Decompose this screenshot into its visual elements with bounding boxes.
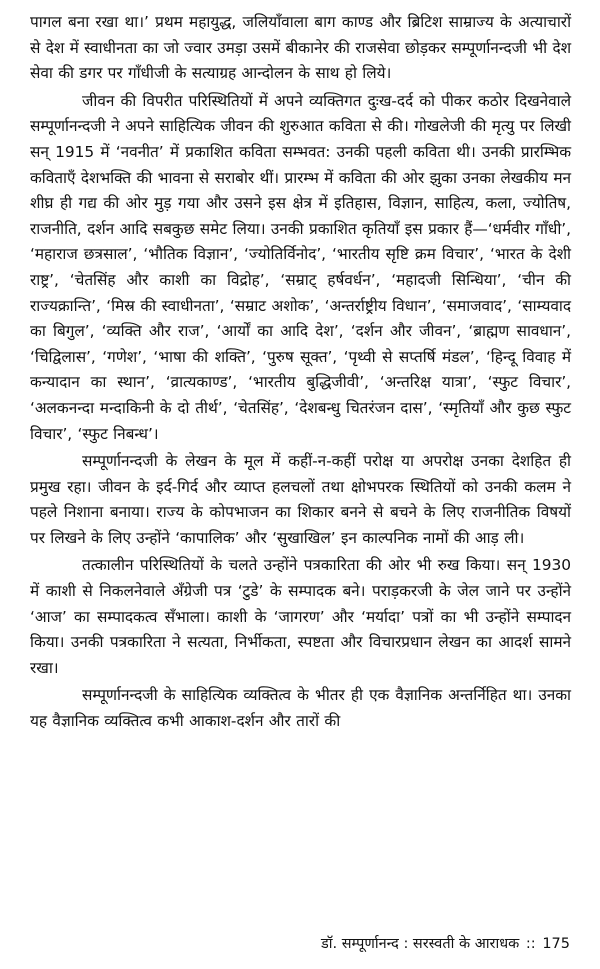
paragraph-scientist: सम्पूर्णानन्दजी के साहित्यिक व्यक्तित्व के भीतर ही एक वैज्ञानिक अन्तर्निहित था। उनका यह वैज्ञानिक व्यक्तित्व कभी आकाश-दर्शन और तारों की <box>30 686 571 731</box>
page-number: 175 <box>542 936 570 952</box>
running-title: डॉ. सम्पूर्णानन्द : सरस्वती के आराधक <box>320 936 520 952</box>
paragraph-literary-life: जीवन की विपरीत परिस्थितियों में अपने व्यक्तिगत दुःख-दर्द को पीकर कठोर दिखनेवाले सम्पूर्णानन्दजी ने अपने साहित्यिक जीवन की शुरुआत कविता से की। गोखलेजी की मृत्यु पर लिखी सन् 1915 में ‘नवनीत’ में प्रकाशित कविता सम्भवत: उनकी पहली कविता थी। उनकी प्रारम्भिक कविताएँ देशभक्ति की भावना से सराबोर थीं। प्रारम्भ में कविता की ओर झुका उनका लेखकीय मन शीघ्र ही गद्य की ओर मुड़ गया और उसने इस क्षेत्र में इतिहास, विज्ञान, साहित्य, कला, ज्योतिष, राजनीति, दर्शन आदि सबकुछ समेट लिया। उनकी प्रकाशित कृतियाँ इस प्रकार हैं—‘धर्मवीर गाँधी’, ‘महाराज छत्रसाल’, ‘भौतिक विज्ञान’, ‘ज्योतिर्विनोद’, ‘भारतीय सृष्टि क्रम विचार’, ‘भारत के देशी राष्ट्र’, ‘चेतसिंह और काशी का विद्रोह’, ‘सम्राट् हर्षवर्धन’, ‘महादजी सिन्धिया’, ‘चीन की राज्यक्रान्ति’, ‘मिस्र की स्वाधीनता’, ‘सम्राट अशोक’, ‘अन्तर्राष्ट्रीय विधान’, ‘समाजवाद’, ‘साम्यवाद का बिगुल’, ‘व्यक्ति और राज’, ‘आर्यों का आदि देश’, ‘दर्शन और जीवन’, ‘ब्राह्मण सावधान’, ‘चिद्विलास’, ‘गणेश’, ‘भाषा की शक्ति’, ‘पुरुष सूक्त’, ‘पृथ्वी से सप्तर्षि मंडल’, ‘हिन्दू विवाह में कन्यादान का स्थान’, ‘व्रात्यकाण्ड’, ‘भारतीय बुद्धिजीवी’, ‘अन्तरिक्ष यात्रा’, ‘स्फुट विचार’, ‘अलकनन्दा मन्दाकिनी के दो तीर्थ’, ‘चेतसिंह’, ‘देशबन्धु चितरंजन दास’, ‘स्मृतियाँ और कुछ स्फुट विचार’, ‘स्फुट निबन्ध’। <box>30 91 571 443</box>
paragraph-journalism: तत्कालीन परिस्थितियों के चलते उन्होंने पत्रकारिता की ओर भी रुख किया। सन् 1930 में काशी से निकलनेवाले अँग्रेजी पत्र ‘टुडे’ के सम्पादक बने। पराड़करजी के जेल जाने पर उन्होंने ‘आज’ का सम्पादकत्व सँभाला। काशी के ‘जागरण’ और ‘मर्यादा’ पत्रों का भी उन्होंने सम्पादन किया। उनकी पत्रकारिता ने सत्यता, निर्भीकता, स्पष्टता और विचारप्रधान लेखन का आदर्श सामने रखा। <box>30 556 571 677</box>
paragraph-writing-motive: सम्पूर्णानन्दजी के लेखन के मूल में कहीं-न-कहीं परोक्ष या अपरोक्ष उनका देशहित ही प्रमुख रहा। जीवन के इर्द-गिर्द और व्याप्त हलचलों तथा क्षोभपरक स्थितियों को उनकी कलम ने पहले निशाना बनाया। राज्य के कोपभाजन का शिकार बनने से बचने के लिए राजनीतिक विषयों पर लिखने के लिए उन्होंने ‘कापालिक’ और ‘सुखाखिल’ इन काल्पनिक नामों की आड़ ली। <box>30 452 571 547</box>
footer-separator: :: <box>525 936 536 952</box>
paragraph-continued: पागल बना रखा था।’ प्रथम महायुद्ध, जलियाँवाला बाग काण्ड और ब्रिटिश साम्राज्य के अत्याचारों से देश में स्वाधीनता का जो ज्वार उमड़ा उसमें बीकानेर की राजसेवा छोड़कर सम्पूर्णानन्दजी भी देश सेवा की डगर पर गाँधीजी के सत्याग्रह आन्दोलन के साथ हो लिये। <box>30 13 571 83</box>
book-page <box>30 10 571 950</box>
page-footer <box>321 934 570 954</box>
